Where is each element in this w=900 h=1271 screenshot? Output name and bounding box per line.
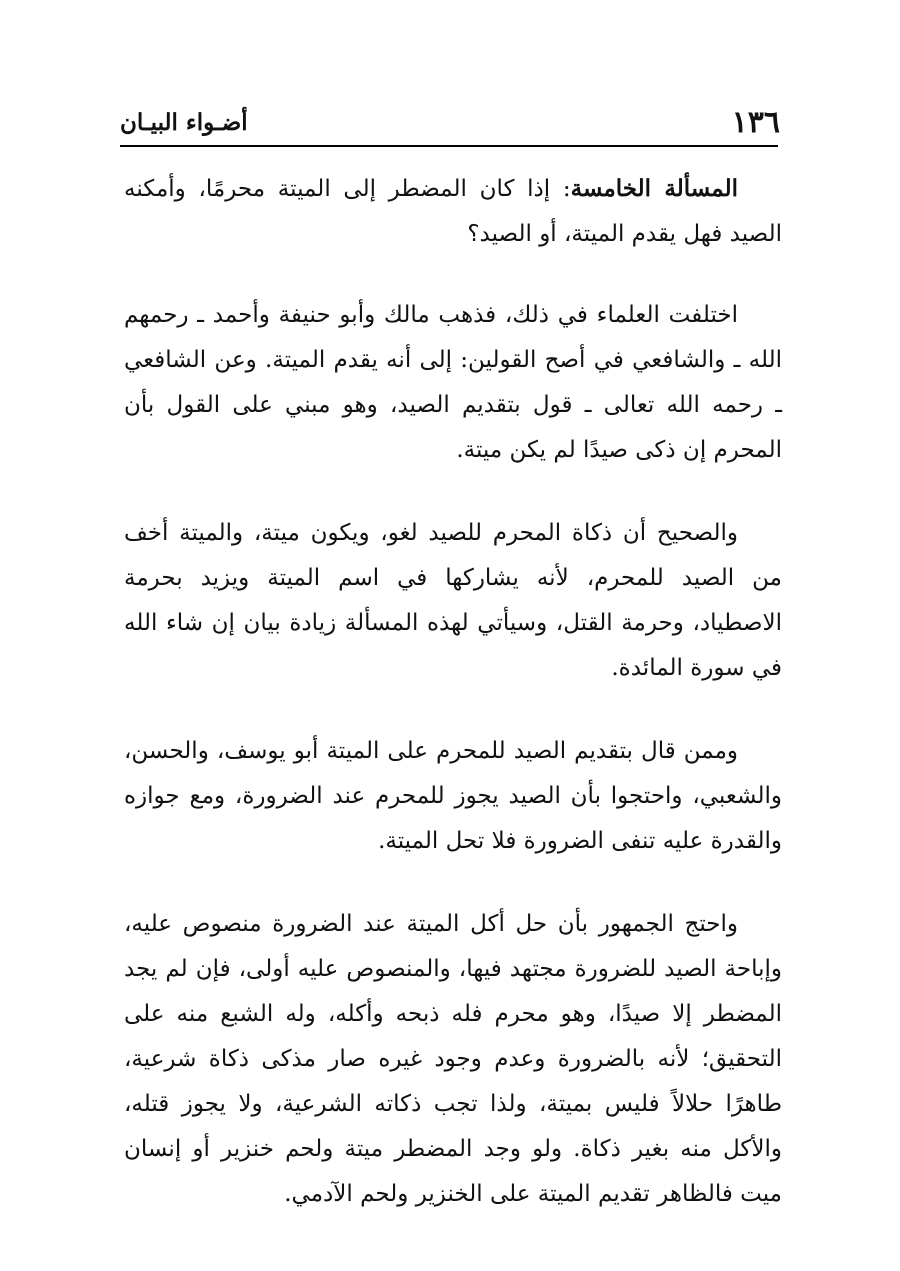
paragraph-2: اختلفت العلماء في ذلك، فذهب مالك وأبو حنيفة وأحمد ـ رحمهم الله ـ والشافعي في أصح القولين: إلى أنه يقدم الميتة. وعن الشافعي ـ رحمه الله تعالى ـ قول بتقديم الصيد، وهو مبني على القول بأن المحرم إن ذكى صيدًا لم يكن ميتة. xyxy=(124,302,782,463)
paragraph-3: والصحيح أن ذكاة المحرم للصيد لغو، ويكون ميتة، والميتة أخف من الصيد للمحرم، لأنه يشاركها في اسم الميتة ويزيد بحرمة الاصطياد، وحرمة القتل، وسيأتي لهذه المسألة زيادة بيان إن شاء الله في سورة المائدة. xyxy=(124,520,782,681)
header-divider xyxy=(120,145,778,147)
paragraph-4: وممن قال بتقديم الصيد للمحرم على الميتة أبو يوسف، والحسن، والشعبي، واحتجوا بأن الصيد يجوز للمحرم عند الضرورة، ومع جوازه والقدرة عليه تنفى الضرورة فلا تحل الميتة. xyxy=(124,738,782,854)
page-body xyxy=(124,166,782,1255)
page-number: ١٣٦ xyxy=(731,104,780,140)
paragraph-1 xyxy=(124,166,782,257)
issue-heading: المسألة الخامسة xyxy=(570,175,738,202)
book-title: أضـواء البيـان xyxy=(120,108,248,136)
page-header xyxy=(120,102,780,142)
paragraph-1-text: : إذا كان المضطر إلى الميتة محرمًا، وأمكنه الصيد فهل يقدم الميتة، أو الصيد؟ xyxy=(124,176,782,247)
paragraph-5: واحتج الجمهور بأن حل أكل الميتة عند الضرورة منصوص عليه، وإباحة الصيد للضرورة مجتهد فيها، والمنصوص عليه أولى، فإن لم يجد المضطر إلا صيدًا، وهو محرم فله ذبحه وأكله، وله الشبع منه على التحقيق؛ لأنه بالضرورة وعدم وجود غيره صار مذكى ذكاة شرعية، طاهرًا حلالاً فليس بميتة، ولذا تجب ذكاته الشرعية، ولا يجوز قتله، والأكل منه بغير ذكاة. ولو وجد المضطر ميتة ولحم خنزير أو إنسان ميت فالظاهر تقديم الميتة على الخنزير ولحم الآدمي. xyxy=(124,911,782,1207)
